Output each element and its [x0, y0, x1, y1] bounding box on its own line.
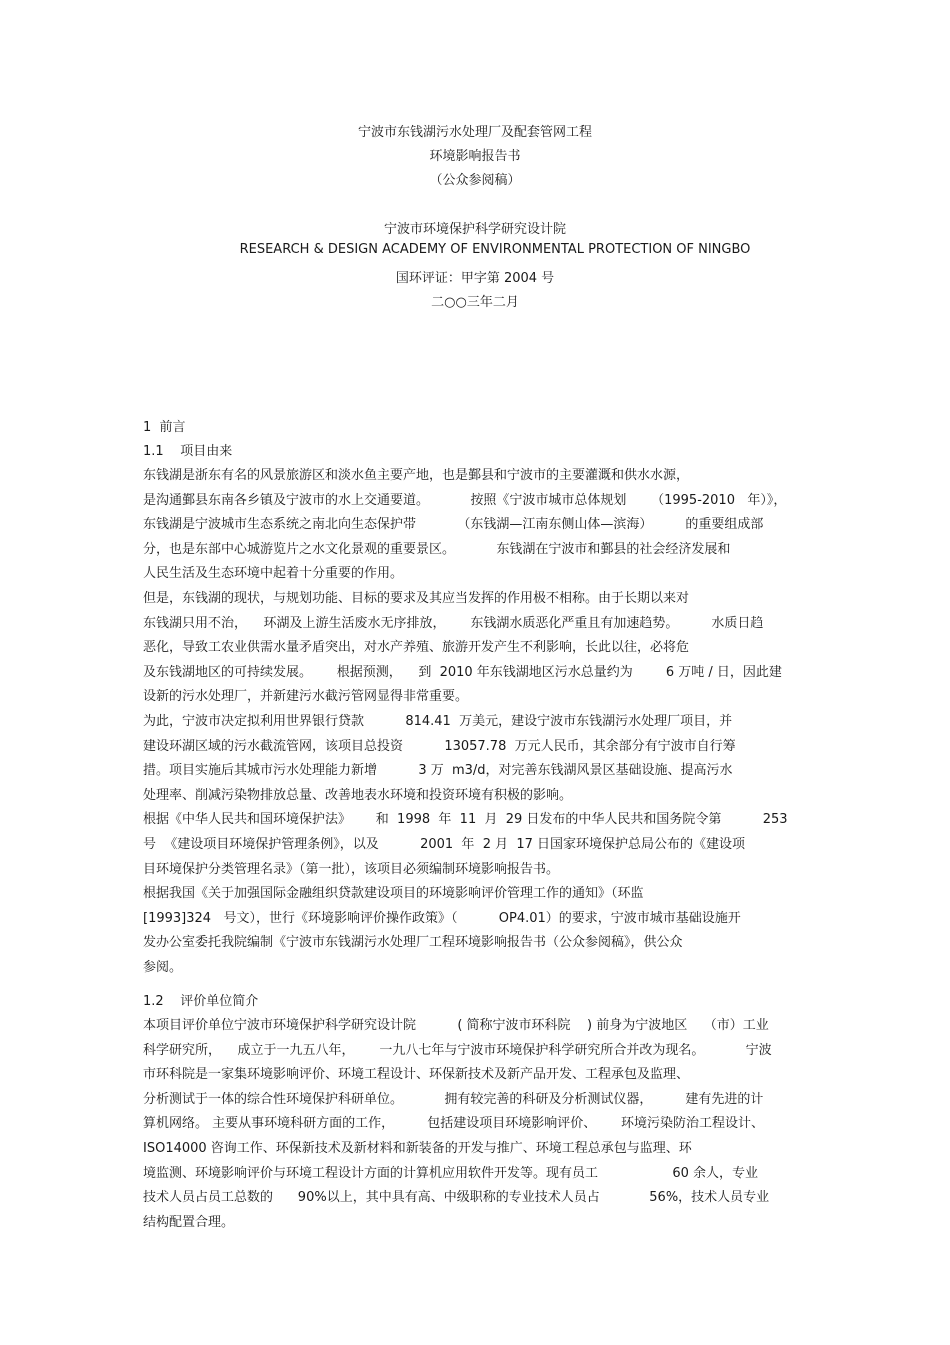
title-line-1: 宁波市东钱湖污水处理厂及配套管网工程: [357, 125, 592, 140]
institute-name-en: RESEARCH & DESIGN ACADEMY OF ENVIRONMENTAL PROTECTION OF NINGBO: [239, 242, 751, 257]
body-line: 建设环湖区域的污水截流管网，该项目总投资 13057.78 万元人民币，其余部分有宁波市自行筹: [143, 738, 736, 754]
body-line: 恶化，导致工农业供需水量矛盾突出，对水产养殖、旅游开发产生不利影响，长此以往，必将危: [143, 640, 690, 656]
body-line: 算机网络。 主要从事环境科研方面的工作， 包括建设项目环境影响评价、 环境污染防治工程设计、: [143, 1116, 764, 1132]
body-line: 设新的污水处理厂，并新建污水截污管网显得非常重要。: [143, 689, 469, 705]
body-line: 东钱湖只用不治， 环湖及上游生活废水无序排放， 东钱湖水质恶化严重且有加速趋势。 水质日趋: [143, 615, 764, 631]
body-line: 境监测、环境影响评价与环境工程设计方面的计算机应用软件开发等。现有员工 60 余人，专业: [143, 1165, 759, 1181]
body-line: 措。项目实施后其城市污水处理能力新增 3 万 m3/d，对完善东钱湖风景区基础设施、提高污水: [143, 763, 733, 779]
body-line: 目环境保护分类管理名录》（第一批），该项目必须编制环境影响报告书。: [143, 861, 560, 877]
body-line: 发办公室委托我院编制《宁波市东钱湖污水处理厂工程环境影响报告书（公众参阅稿》，供公众: [143, 935, 683, 951]
body-line: 参阅。: [143, 960, 183, 975]
body-line: 技术人员占员工总数的 90%以上，其中具有高、中级职称的专业技术人员占 56%，技术人员专业: [143, 1190, 770, 1206]
body-line: 分析测试于一体的综合性环境保护科研单位。 拥有较完善的科研及分析测试仪器， 建有先进的计: [143, 1091, 764, 1107]
institute-name-cn: 宁波市环境保护科学研究设计院: [383, 222, 566, 237]
title-line-2: 环境影响报告书: [429, 149, 521, 164]
body-line: 根据我国《关于加强国际金融组织贷款建设项目的环境影响评价管理工作的通知》（环监: [143, 886, 644, 902]
body-line: ISO14000 咨询工作、环保新技术及新材料和新装备的开发与推广、环境工程总承包与监理、环: [143, 1141, 692, 1156]
license-number: 国环评证：甲字第 2004 号: [395, 271, 555, 286]
body-line: 结构配置合理。: [143, 1214, 235, 1230]
body-line: 但是，东钱湖的现状，与规划功能、目标的要求及其应当发挥的作用极不相称。由于长期以来对: [143, 591, 690, 606]
body-line: 处理率、削减污染物排放总量、改善地表水环境和投资环境有积极的影响。: [143, 787, 573, 803]
body-line: 科学研究所， 成立于一九五八年， 一九八七年与宁波市环境保护科学研究所合并改为现名。 宁波: [143, 1042, 772, 1058]
body-line: 本项目评价单位宁波市环境保护科学研究设计院 ( 简称宁波市环科院 ) 前身为宁波地区 （市）工业: [143, 1018, 769, 1033]
section-1-1-heading: 1.1 项目由来: [143, 444, 233, 459]
body-line: 分，也是东部中心城游览片之水文化景观的重要景区。 东钱湖在宁波市和鄞县的社会经济发展和: [143, 541, 731, 557]
body-line: 为此，宁波市决定拟利用世界银行贷款 814.41 万美元，建设宁波市东钱湖污水处理厂项目，并: [143, 714, 733, 729]
body-line: 是沟通鄞县东南各乡镇及宁波市的水上交通要道。 按照《宁波市城市总体规划 （1995-2010 年）》，: [143, 492, 787, 508]
body-line: 东钱湖是宁波城市生态系统之南北向生态保护带 （东钱湖—江南东侧山体—滨海） 的重要组成部: [143, 517, 764, 533]
section-1-2-heading: 1.2 评价单位简介: [143, 994, 259, 1009]
body-line: 根据《中华人民共和国环境保护法》 和 1998 年 11 月 29 日发布的中华人民共和国务院令第 253: [143, 812, 788, 828]
document-date: 二○○三年二月: [431, 295, 519, 310]
section-1-heading: 1 前言: [143, 420, 186, 435]
body-line: [1993]324 号文），世行《环境影响评价操作政策》（ OP4.01）的要求，宁波市城市基础设施开: [143, 910, 741, 926]
body-line: 及东钱湖地区的可持续发展。 根据预测， 到 2010 年东钱湖地区污水总量约为 6 万吨 / 日，因此建: [143, 664, 782, 680]
body-line: 号 《建设项目环境保护管理条例》，以及 2001 年 2 月 17 日国家环境保护总局公布的《建设项: [143, 837, 746, 852]
title-line-3: （公众参阅稿）: [429, 173, 521, 188]
body-line: 市环科院是一家集环境影响评价、环境工程设计、环保新技术及新产品开发、工程承包及监理、: [143, 1067, 690, 1083]
body-line: 人民生活及生态环境中起着十分重要的作用。: [143, 566, 404, 582]
body-line: 东钱湖是浙东有名的风景旅游区和淡水鱼主要产地，也是鄞县和宁波市的主要灌溉和供水水源，: [143, 468, 690, 483]
